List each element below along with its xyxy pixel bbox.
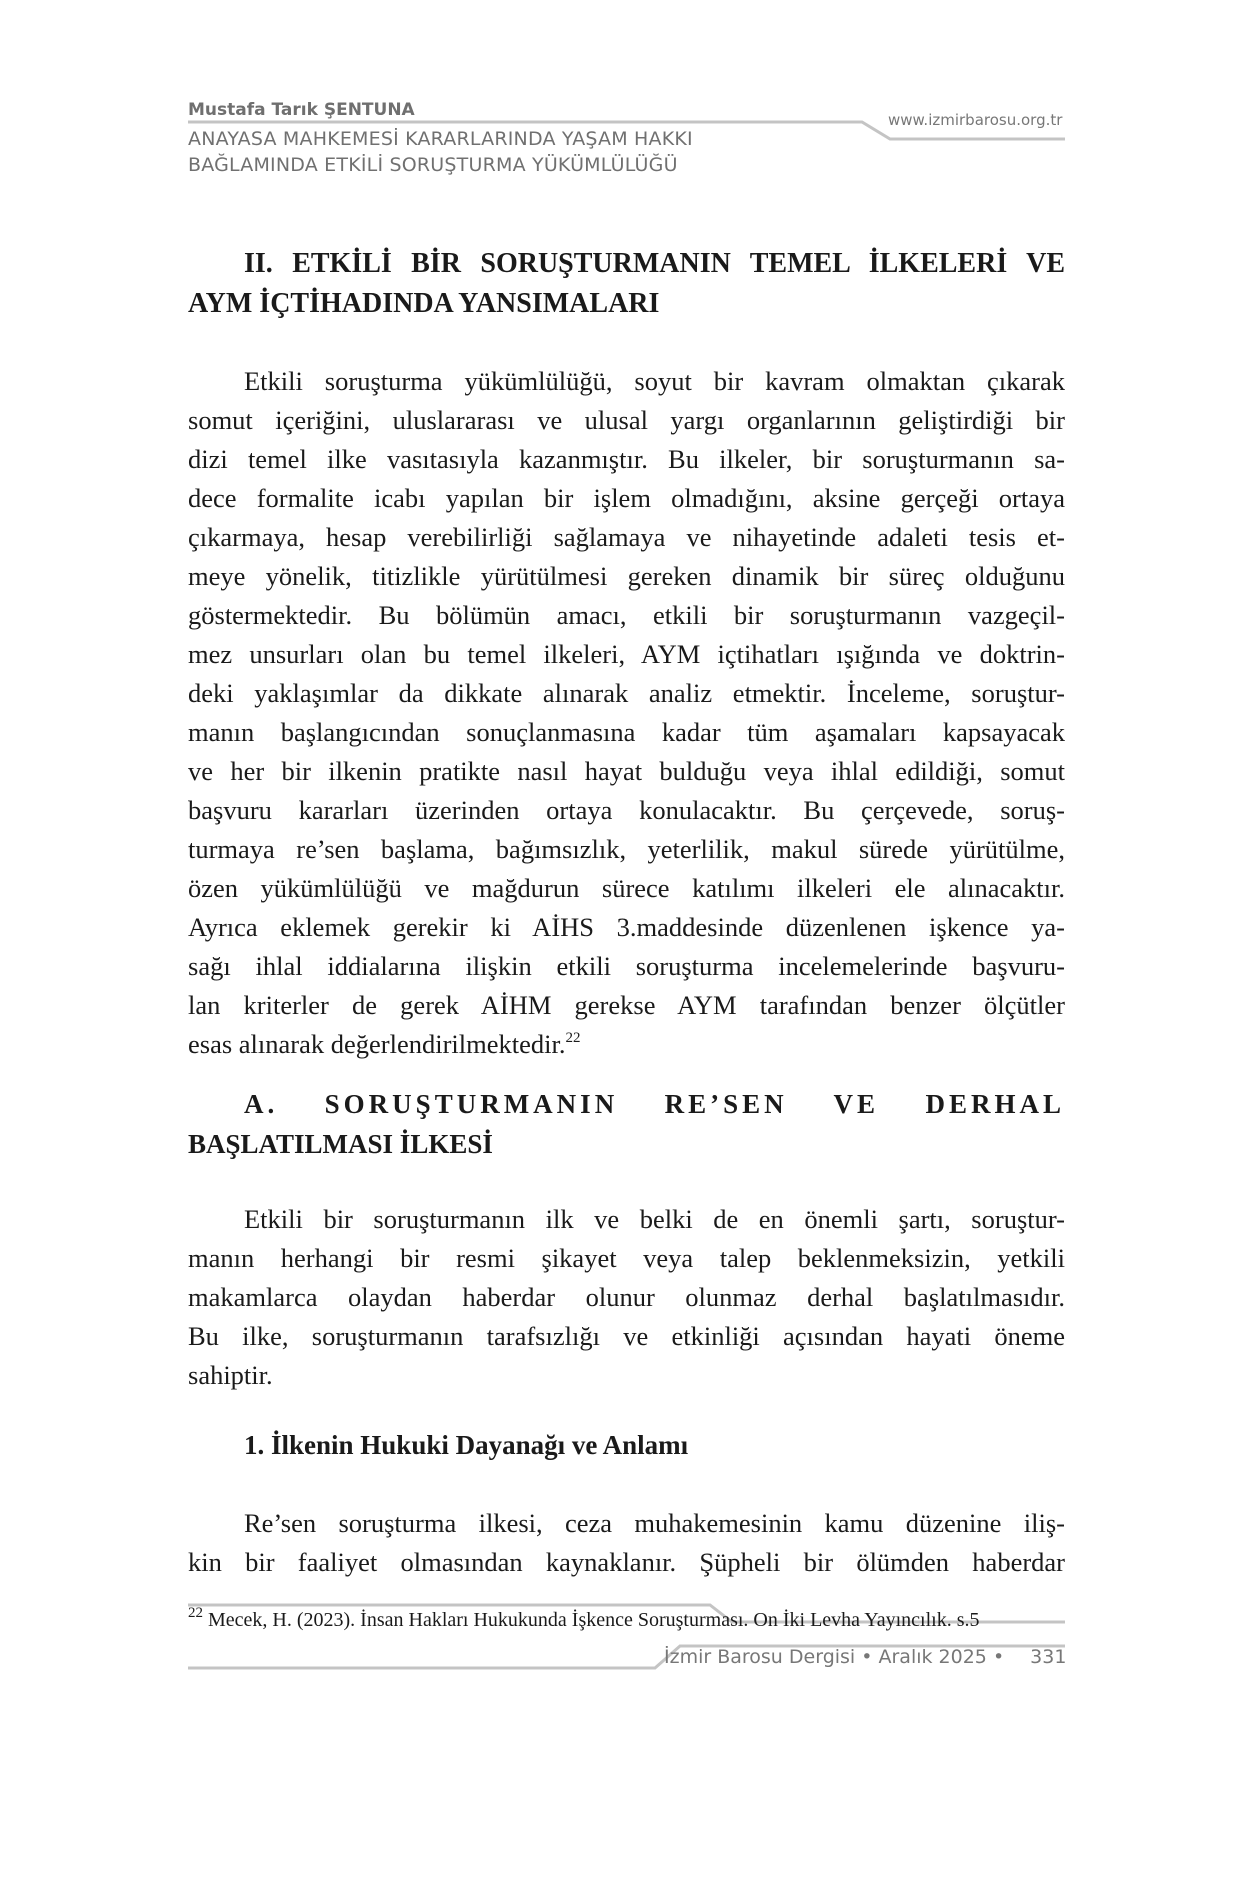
website-url: www.izmirbarosu.org.tr xyxy=(888,111,1063,129)
author-name: Mustafa Tarık ŞENTUNA xyxy=(188,100,415,120)
article-title-line-1: ANAYASA MAHKEMESİ KARARLARINDA YAŞAM HAKKI xyxy=(188,128,693,150)
paragraph-a: Etkili bir soruşturmanın ilk ve belki de en önemli şartı, soruştur- manın herhangi bir resmi şikayet veya talep beklenmeksizin, yetkili makamlarca olaydan haberdar olunur olunmaz derhal başlatılmasıdır. Bu ilke, soruşturmanın tarafsızlığı ve etkinliği açısından hayati öneme sahiptir. xyxy=(188,1204,1065,1390)
footnote-reference[interactable]: 22 xyxy=(565,1030,581,1046)
section-heading: II. ETKİLİ BİR SORUŞTURMANIN TEMEL İLKELERİ VE AYM İÇTİHADINDA YANSIMALARI xyxy=(188,248,1065,319)
journal-name: İzmir Barosu Dergisi • Aralık 2025 • xyxy=(664,1646,1005,1668)
page-number: 331 xyxy=(1030,1646,1067,1668)
subsection-heading-1: 1. İlkenin Hukuki Dayanağı ve Anlamı xyxy=(244,1430,689,1460)
paragraph-intro: Etkili soruşturma yükümlülüğü, soyut bir kavram olmaktan çıkarak somut içeriğini, uluslararası ve ulusal yargı organlarının geliştirdiği bir dizi temel ilke vasıtasıyla kazanmıştır. Bu ilkeler, bir soruşturmanın sa- dece formalite icabı yapılan bir işlem olmadığını, aksine gerçeği ortaya çıkarmaya, hesap verebilirliği sağlamaya ve nihayetinde adaleti tesis et- meye yönelik, titizlikle yürütülmesi gereken dinamik bir süreç olduğunu göstermektedir. Bu bölümün amacı, etkili bir soruşturmanın vazgeçil- mez unsurları olan bu temel ilkeleri, AYM içtihatları ışığında ve doktrin- deki yaklaşımlar da dikkate alınarak analiz etmektir. İnceleme, soruştur- manın başlangıcından sonuçlanmasına kadar tüm aşamaları kapsayacak ve her bir ilkenin pratikte nasıl hayat bulduğu veya ihlal edildiği, somut başvuru kararları üzerinden ortaya konulacaktır. Bu çerçevede, soruş- turmaya re’sen başlama, bağımsızlık, yeterlilik, makul sürede yürütülme, özen yükümlülüğü ve mağdurun sürece katılımı ilkeleri ele alınacaktır. Ayrıca eklemek gerekir ki AİHS 3.maddesinde düzenlenen işkence ya- sağı ihlal iddialarına ilişkin etkili soruşturma incelemelerinde başvuru- lan kriterler de gerek AİHM gerekse AYM tarafından benzer ölçütler esas alınarak değerlendirilmektedir.$^{22}$ xyxy=(188,366,1065,1059)
subsection-heading-a: A. SORUŞTURMANIN RE’SEN VE DERHAL BAŞLATILMASI İLKESİ xyxy=(188,1089,1065,1159)
article-title-line-2: BAĞLAMINDA ETKİLİ SORUŞTURMA YÜKÜMLÜLÜĞÜ xyxy=(188,154,678,176)
paragraph-1: Re’sen soruşturma ilkesi, ceza muhakemesinin kamu düzenine iliş- kin bir faaliyet olmasından kaynaklanır. Şüpheli bir ölümden haberdar xyxy=(188,1508,1065,1577)
header-rule xyxy=(188,122,1065,139)
footnote: $^{22}$ Mecek, H. (2023). İnsan Hakları Hukukunda İşkence Soruşturması. On İki Levha Yayıncılık. s.5 xyxy=(188,1605,980,1631)
page-footer xyxy=(664,1646,1066,1668)
